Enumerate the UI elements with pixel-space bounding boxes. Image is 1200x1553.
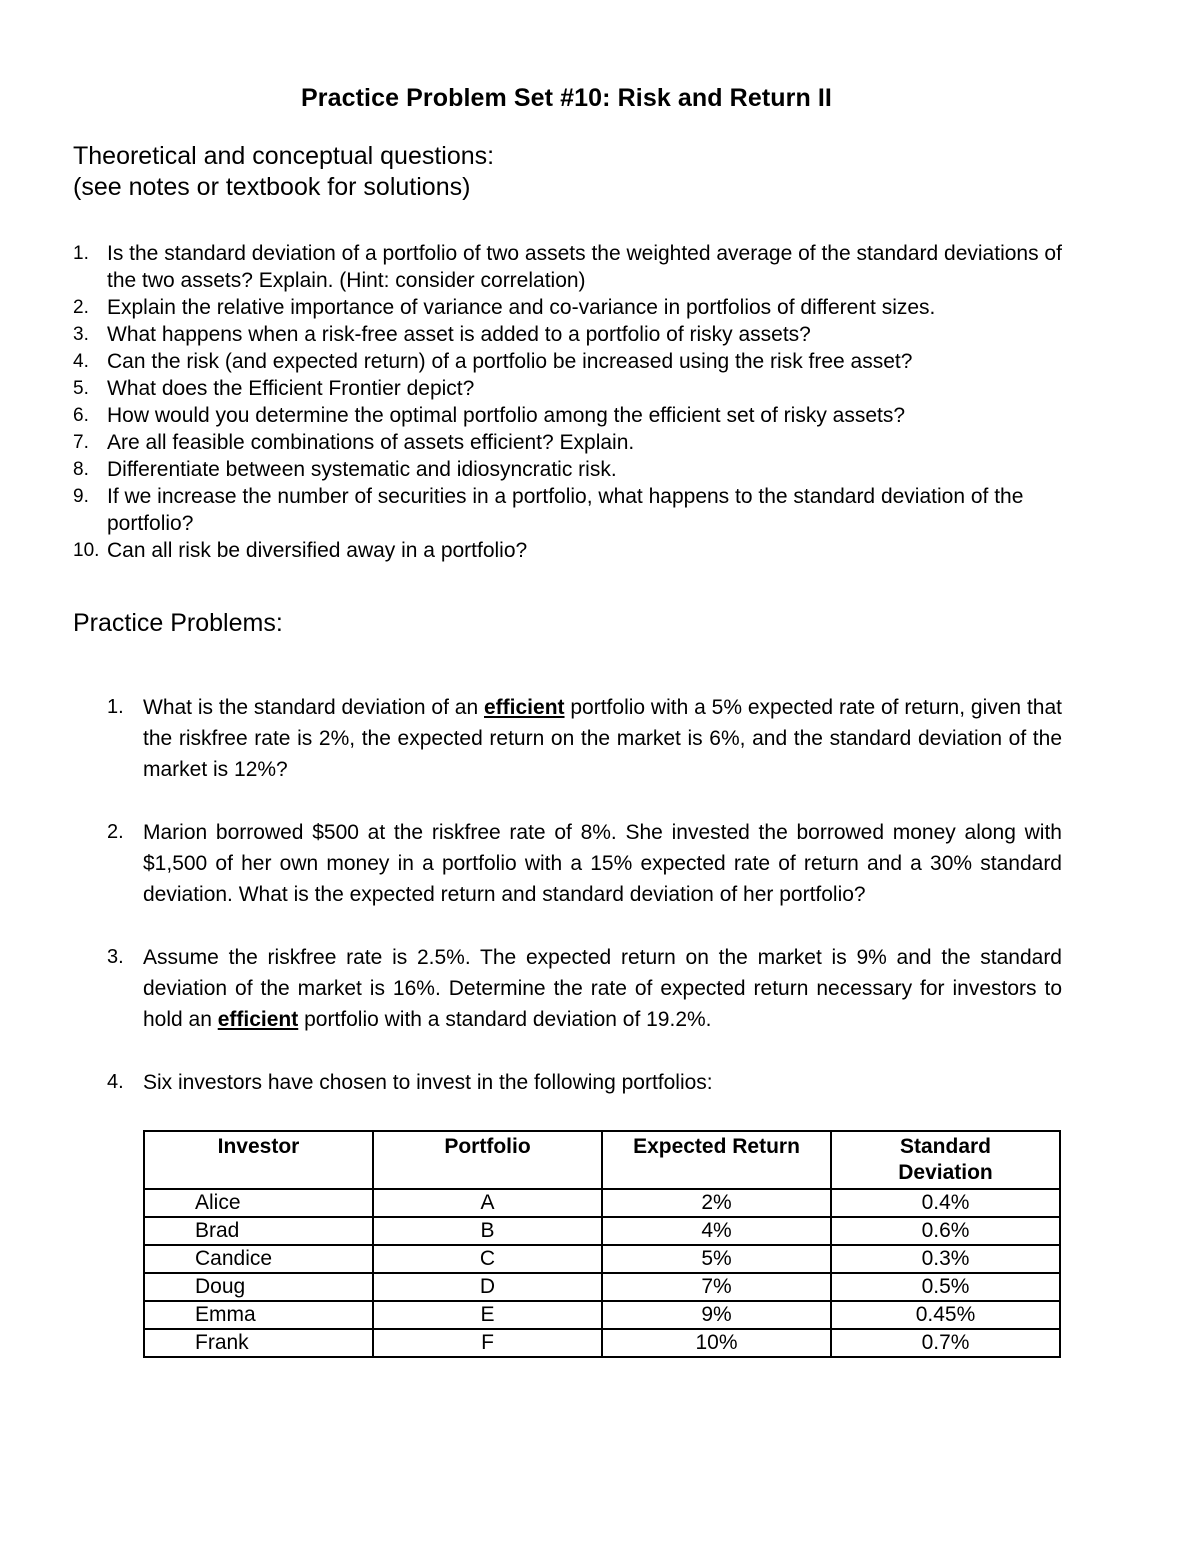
header-portfolio: Portfolio <box>373 1131 602 1189</box>
cell-portfolio: C <box>373 1245 602 1273</box>
cell-portfolio: E <box>373 1301 602 1329</box>
header-std-line2: Deviation <box>898 1161 993 1184</box>
cell-investor: Frank <box>144 1329 373 1357</box>
problem-text-part: What is the standard deviation of an <box>143 696 484 719</box>
theory-question <box>73 456 1073 483</box>
question-text: If we increase the number of securities in a portfolio, what happens to the standard deviation of the portfolio? <box>107 485 1024 535</box>
problem-number: 4. <box>107 1071 124 1093</box>
cell-portfolio: D <box>373 1273 602 1301</box>
investor-portfolio-table <box>143 1130 1061 1358</box>
cell-expected-return: 5% <box>602 1245 831 1273</box>
cell-expected-return: 2% <box>602 1189 831 1217</box>
question-number: 9. <box>73 486 89 507</box>
cell-portfolio: F <box>373 1329 602 1357</box>
question-number: 1. <box>73 243 89 264</box>
problem-text: Six investors have chosen to invest in the following portfolios: <box>143 1071 713 1094</box>
theory-question <box>73 321 1073 348</box>
question-number: 6. <box>73 405 89 426</box>
question-text: Is the standard deviation of a portfolio of two assets the weighted average of the standard deviations of the two assets? Explain. (Hint: consider correlation) <box>107 242 1062 292</box>
question-number: 10. <box>73 540 100 561</box>
problem-number: 2. <box>107 821 124 843</box>
theory-question <box>73 348 1073 375</box>
problem-number: 3. <box>107 946 124 968</box>
theory-question <box>73 537 1073 564</box>
question-text: What happens when a risk-free asset is added to a portfolio of risky assets? <box>107 323 811 346</box>
problem-text <box>143 942 1062 1035</box>
cell-investor: Alice <box>144 1189 373 1217</box>
cell-std-dev: 0.4% <box>831 1189 1060 1217</box>
table-row <box>144 1273 1060 1301</box>
cell-expected-return: 9% <box>602 1301 831 1329</box>
problem-text: Marion borrowed $500 at the riskfree rate of 8%. She invested the borrowed money along with $1,500 of her own money in a portfolio with a 15% expected rate of return and a 30% standard deviation. What is the expected return and standard deviation of her portfolio? <box>143 821 1062 906</box>
header-expected-return: Expected Return <box>602 1131 831 1189</box>
question-number: 2. <box>73 297 89 318</box>
theory-question <box>73 483 1073 537</box>
emphasis-efficient: efficient <box>484 696 565 719</box>
practice-problem-4 <box>107 1067 1062 1098</box>
practice-problem-1 <box>107 692 1062 785</box>
question-text: How would you determine the optimal portfolio among the efficient set of risky assets? <box>107 404 906 427</box>
theory-question <box>73 240 1073 294</box>
page-title: Practice Problem Set #10: Risk and Return II <box>301 84 832 112</box>
theory-question <box>73 429 1073 456</box>
problem-number: 1. <box>107 696 124 718</box>
question-number: 7. <box>73 432 89 453</box>
table-row <box>144 1245 1060 1273</box>
question-text: Are all feasible combinations of assets efficient? Explain. <box>107 431 635 454</box>
cell-investor: Emma <box>144 1301 373 1329</box>
practice-problem-2 <box>107 817 1062 910</box>
header-std-line1: Standard <box>899 1135 991 1158</box>
question-text: Explain the relative importance of variance and co-variance in portfolios of different sizes. <box>107 296 936 319</box>
cell-expected-return: 10% <box>602 1329 831 1357</box>
cell-portfolio: A <box>373 1189 602 1217</box>
table-row <box>144 1329 1060 1357</box>
cell-investor: Candice <box>144 1245 373 1273</box>
practice-problem-3 <box>107 942 1062 1035</box>
table-row <box>144 1301 1060 1329</box>
theory-question <box>73 294 1073 321</box>
cell-portfolio: B <box>373 1217 602 1245</box>
cell-investor: Brad <box>144 1217 373 1245</box>
header-investor: Investor <box>144 1131 373 1189</box>
theory-question <box>73 402 1073 429</box>
question-number: 3. <box>73 324 89 345</box>
theory-question <box>73 375 1073 402</box>
question-text: Differentiate between systematic and idiosyncratic risk. <box>107 458 617 481</box>
problem-text <box>143 692 1062 785</box>
cell-expected-return: 4% <box>602 1217 831 1245</box>
question-number: 8. <box>73 459 89 480</box>
problem-text-part: portfolio with a standard deviation of 19.2%. <box>298 1008 712 1031</box>
practice-heading: Practice Problems: <box>73 609 283 637</box>
cell-std-dev: 0.6% <box>831 1217 1060 1245</box>
problem-text-part: portfolio with a 5% expected rate of return, given that the riskfree rate is 2%, the expected return on the market is 6%, and the standard deviation of the market is 12%? <box>143 696 1062 781</box>
cell-expected-return: 7% <box>602 1273 831 1301</box>
question-number: 4. <box>73 351 89 372</box>
cell-std-dev: 0.5% <box>831 1273 1060 1301</box>
table-header-row <box>144 1131 1060 1189</box>
question-text: Can the risk (and expected return) of a portfolio be increased using the risk free asset? <box>107 350 913 373</box>
emphasis-efficient: efficient <box>217 1008 299 1031</box>
cell-std-dev: 0.3% <box>831 1245 1060 1273</box>
table-row <box>144 1189 1060 1217</box>
cell-std-dev: 0.45% <box>831 1301 1060 1329</box>
theory-heading: Theoretical and conceptual questions: <box>73 142 495 170</box>
problem-text-part: Assume the riskfree rate is 2.5%. The expected return on the market is 9% and the standard deviation of the market is 16%. Determine the rate of expected return necessary for investors to hold an <box>143 946 1062 1031</box>
cell-investor: Doug <box>144 1273 373 1301</box>
header-standard-deviation <box>831 1131 1060 1189</box>
theory-question-list <box>73 240 1073 564</box>
table-row <box>144 1217 1060 1245</box>
cell-std-dev: 0.7% <box>831 1329 1060 1357</box>
theory-subheading: (see notes or textbook for solutions) <box>73 173 471 201</box>
question-text: What does the Efficient Frontier depict? <box>107 377 475 400</box>
question-number: 5. <box>73 378 89 399</box>
question-text: Can all risk be diversified away in a portfolio? <box>107 539 528 562</box>
